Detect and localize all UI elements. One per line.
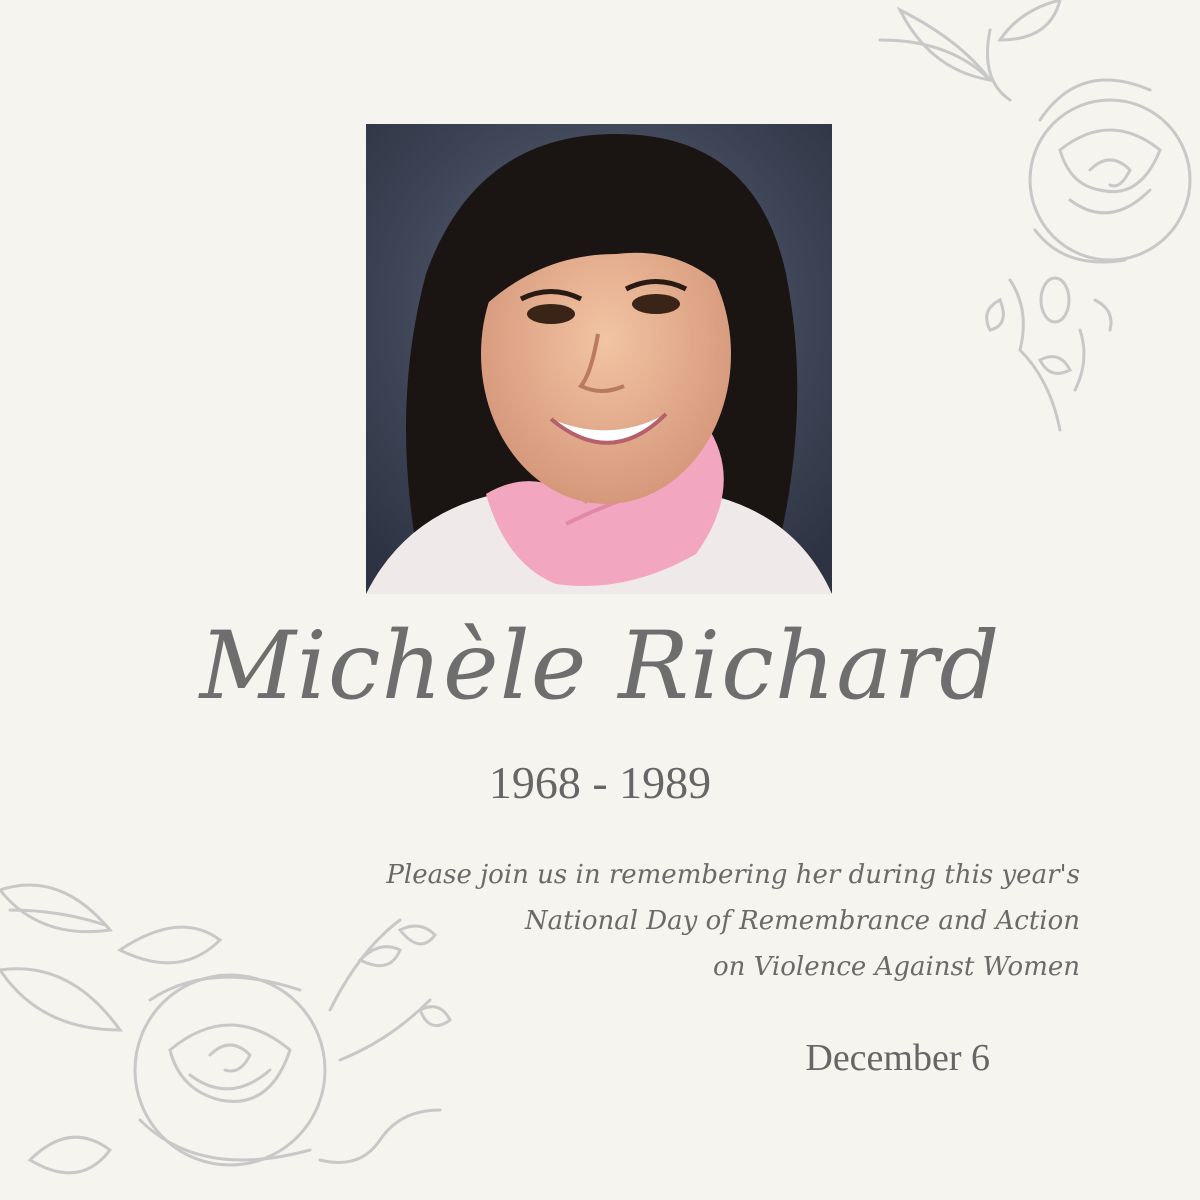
rose-illustration-icon — [860, 0, 1200, 440]
memorial-date: December 6 — [805, 1037, 990, 1079]
memorial-years: 1968 - 1989 — [488, 757, 712, 808]
message-line: Please join us in remembering her during this year's — [386, 860, 1080, 890]
message-line: on Violence Against Women — [712, 952, 1080, 982]
memorial-name: Michèle Richard — [199, 612, 1001, 721]
memorial-message — [260, 852, 1080, 990]
message-line: National Day of Remembrance and Action — [524, 906, 1080, 936]
portrait-photo — [366, 124, 832, 594]
